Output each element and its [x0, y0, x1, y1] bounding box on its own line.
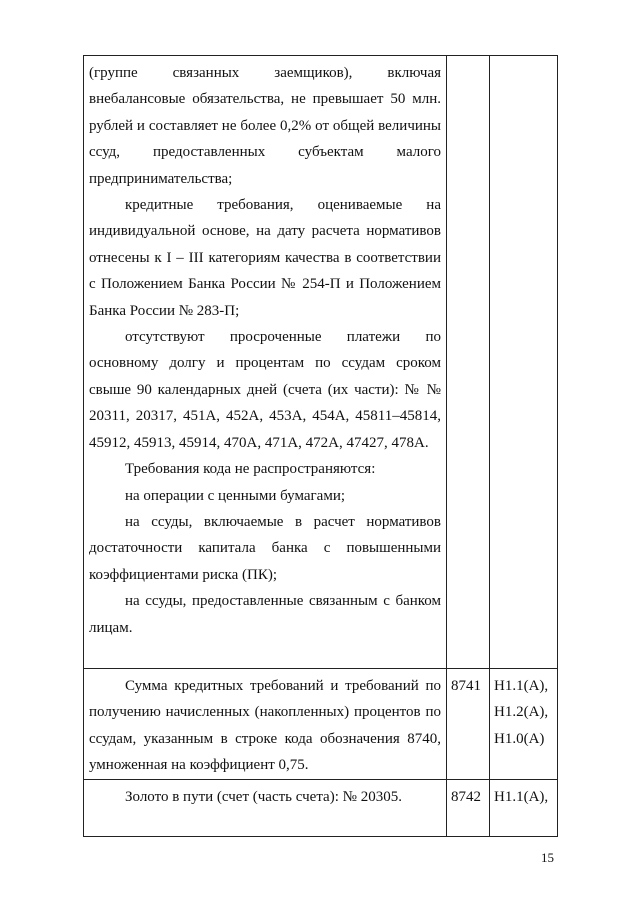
norms-cell — [490, 779, 558, 836]
table-row — [84, 669, 558, 780]
paragraph: кредитные требования, оцениваемые на индивидуальной основе, на дату расчета нормативов отнесены к I – III категориям качества в соответствии с Положением Банка России № 254-П и Положением Банка России № 283-П; — [89, 197, 441, 319]
description-cell — [84, 779, 447, 836]
paragraph: отсутствуют просроченные платежи по основному долгу и процентам по ссудам сроком свыше 90 календарных дней (счета (их части): № № 20311, 20317, 451А, 452А, 453А, 454А, 45811–45814, 45912, 45913, 45914, 470А, 471А, 472А, 47427, 478А. — [89, 329, 441, 451]
paragraph: на ссуды, предоставленные связанным с банком лицам. — [89, 593, 441, 636]
norms-cell — [490, 56, 558, 669]
paragraph: Золото в пути (счет (часть счета): № 20305. — [125, 788, 402, 805]
norm-line: Н1.0(А) — [494, 730, 545, 747]
code-value: 8742 — [451, 788, 481, 805]
table-row — [84, 56, 558, 669]
paragraph: на ссуды, включаемые в расчет нормативов достаточности капитала банка с повышенными коэффициентами риска (ПК); — [89, 513, 441, 583]
table-row — [84, 779, 558, 836]
code-cell — [447, 669, 490, 780]
paragraph: (группе связанных заемщиков), включая внебалансовые обязательства, не превышает 50 млн. рублей и составляет не более 0,2% от общей величины ссуд, предоставленных субъектам малого предпринимательства; — [89, 65, 441, 187]
paragraph: Сумма кредитных требований и требований по получению начисленных (накопленных) процентов по ссудам, указанным в строке кода обозначения 8740, умноженная на коэффициент 0,75. — [89, 678, 441, 774]
code-cell — [447, 56, 490, 669]
codes-table — [83, 55, 558, 837]
code-cell — [447, 779, 490, 836]
description-cell — [84, 56, 447, 669]
norm-line: Н1.2(А), — [494, 704, 549, 721]
page-number: 15 — [541, 850, 554, 865]
code-value: 8741 — [451, 678, 481, 694]
norm-line: Н1.1(А), — [494, 678, 549, 694]
description-cell — [84, 669, 447, 780]
norm-line: Н1.1(А), — [494, 788, 549, 805]
paragraph: на операции с ценными бумагами; — [125, 487, 346, 504]
paragraph: Требования кода не распространяются: — [125, 461, 376, 478]
code-value — [447, 56, 489, 60]
norms-value — [490, 56, 557, 60]
norms-cell — [490, 669, 558, 780]
